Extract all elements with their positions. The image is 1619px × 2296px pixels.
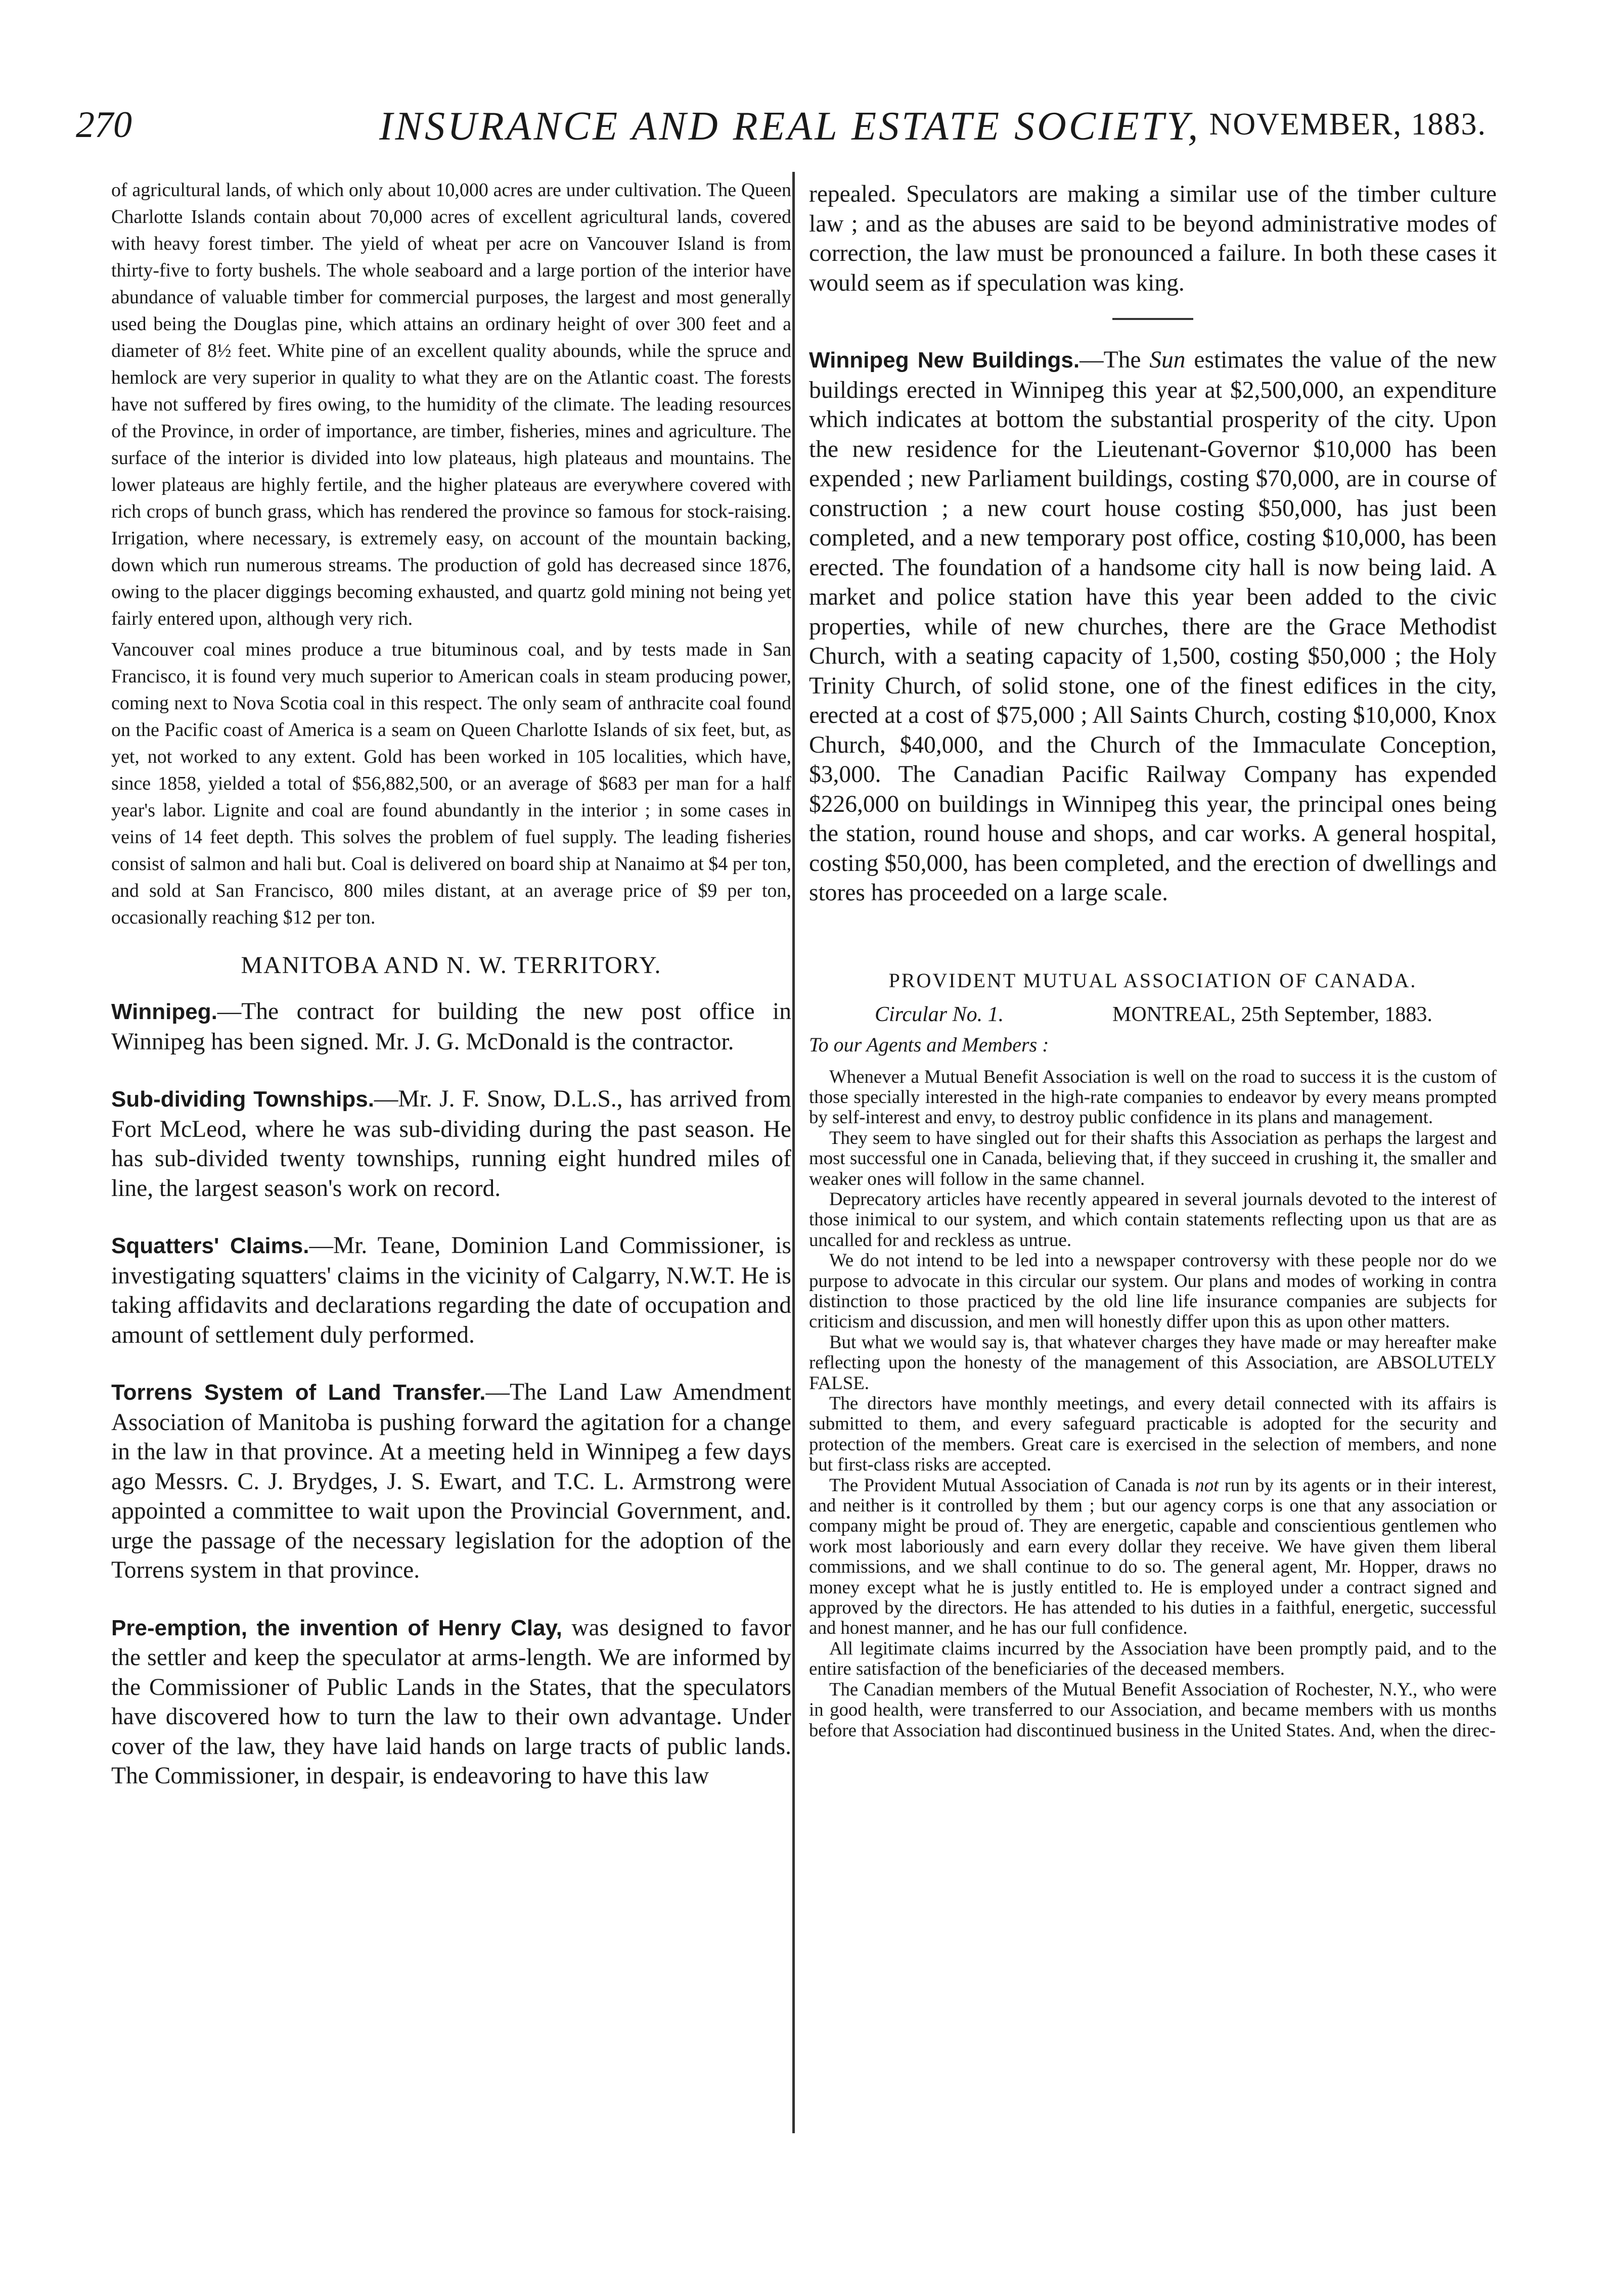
- left-column: [111, 177, 791, 1819]
- item-text: —The contract for building the new post office in Winnipeg has been signed. Mr. J. G. McDonald is the contractor.: [111, 998, 791, 1055]
- paragraph-text: run by its agents or in their interest, and neither is it controlled by them ; but our agency corps is one that any association or company might be proud of. They are energetic, capable and conscientious gentlemen who work most laboriously and earn every dollar they receive. We have given them liberal commissions, and we shall continue to do so. The general agent, Mr. Hopper, draws no money except what he is justly entitled to. He is employed under a contract signed and approved by the directors. He has attended to his duties in a faithful, energetic, successful and honest manner, and he has our full confidence.: [809, 1474, 1497, 1638]
- circular-paragraph: The directors have monthly meetings, and every detail connected with its affairs is submitted to them, and every safeguard practicable is adopted for the security and protection of the members. Great care is exercised in the selection of members, and none but first-class risks are accepted.: [809, 1393, 1497, 1475]
- item-text: —The Land Law Amendment Association of Manitoba is pushing forward the agitation for a change in the law in that province. At a meeting held in Winnipeg a few days ago Messrs. C. J. Brydges, J. S. Ewart, and T.C. L. Armstrong were appointed a committee to wait upon the Provincial Government, and. urge the passage of the necessary legislation for the adoption of the Torrens system in that province.: [111, 1379, 791, 1583]
- news-item: [111, 1084, 791, 1203]
- item-lead: Sub-dividing Townships.: [111, 1087, 374, 1112]
- emphasis-text: ABSOLUTELY FALSE.: [809, 1352, 1497, 1393]
- circular-paragraph: They seem to have singled out for their shafts this Association as perhaps the largest and most successful one in Canada, believing that, if they succeed in crushing it, the smaller and weaker ones will follow in the same channel.: [809, 1127, 1497, 1189]
- section-separator: [1112, 318, 1193, 320]
- emphasis-text: not: [1195, 1474, 1219, 1495]
- news-items: [111, 997, 791, 1791]
- column-divider: [792, 172, 795, 2133]
- association-heading: PROVIDENT MUTUAL ASSOCIATION OF CANADA.: [888, 969, 1417, 992]
- right-column: [809, 179, 1497, 1740]
- paragraph-text: The Provident Mutual Association of Canada is: [829, 1474, 1195, 1495]
- continued-article: [809, 179, 1497, 298]
- news-item: [111, 1613, 791, 1791]
- item-lead: Torrens System of Land Transfer.: [111, 1380, 486, 1405]
- circular-paragraph: The Canadian members of the Mutual Benefit Association of Rochester, N.Y., who were in good health, were transferred to our Association, and became members with us months before that Association had discontinued business in the United States. And, when the direc-: [809, 1678, 1497, 1740]
- winnipeg-buildings-article: [809, 345, 1497, 908]
- article-paragraph: repealed. Speculators are making a similar use of the timber culture law ; and as the abuses are said to be beyond administrative modes of correction, the law must be pronounced a failure. In both these cases it would seem as if speculation was king.: [809, 181, 1497, 296]
- circular-number: Circular No. 1.: [875, 1002, 1004, 1026]
- journal-title: INSURANCE AND REAL ESTATE SOCIETY,: [379, 104, 1201, 149]
- news-item: [111, 1231, 791, 1350]
- item-text: —Mr. J. F. Snow, D.L.S., has arrived from Fort McLeod, where he was sub-dividing during the past season. He has sub-divided twenty townships, running eight hundred miles of line, the largest season's work on record.: [111, 1086, 791, 1202]
- circular-date: MONTREAL, 25th September, 1883.: [1112, 1002, 1432, 1026]
- item-lead: Pre-emption, the invention of Henry Clay,: [111, 1615, 562, 1640]
- item-text: —Mr. Teane, Dominion Land Commissioner, is investigating squatters' claims in the vicinity of Calgarry, N.W.T. He is taking affidavits and declarations regarding the date of occupation and amount of settlement duly performed.: [111, 1232, 791, 1348]
- circular-paragraph: Deprecatory articles have recently appeared in several journals devoted to the interest of those inimical to our system, and which contain statements reflecting upon us that are as uncalled for and reckless as untrue.: [809, 1188, 1497, 1250]
- item-text: —The: [1080, 347, 1150, 373]
- circular-paragraph: Whenever a Mutual Benefit Association is well on the road to success it is the custom of those specially interested in the high-rate companies to endeavor by every means prompted by self-interest and envy, to destroy public confidence in its plans and management.: [809, 1066, 1497, 1128]
- section-heading: MANITOBA AND N. W. TERRITORY.: [241, 952, 662, 979]
- salutation: To our Agents and Members :: [809, 1033, 1049, 1056]
- circular-line: [809, 1002, 1497, 1033]
- item-lead: Squatters' Claims.: [111, 1233, 309, 1258]
- item-text: was designed to favor the settler and keep the speculator at arms-length. We are informed by the Commissioner of Public Lands in the States, that the speculators have discovered how to turn the law to their own advantage. Under cover of the law, they have laid hands on large tracts of public lands. The Commissioner, in despair, is endeavoring to have this law: [111, 1614, 791, 1789]
- circular-body: [809, 1067, 1497, 1740]
- newspaper-name: Sun: [1149, 347, 1186, 373]
- item-text: estimates the value of the new buildings erected in Winnipeg this year at $2,500,000, an expenditure which indicates at bottom the substantial prosperity of the city. Upon the new residence for the Lieutenant-Governor $10,000 has been expended ; new Parliament buildings, costing $70,000, are in course of construction ; a new court house costing $50,000, has just been completed, and a new temporary post office, costing $10,000, has been erected. The foundation of a handsome city hall is now being laid. A market and police station have this year been added to the civic properties, while of new churches, there are the Grace Methodist Church, with a seating capacity of 1,500, costing $50,000 ; the Holy Trinity Church, of solid stone, one of the finest edifices in the city, erected at a cost of $75,000 ; All Saints Church, costing $10,000, Knox Church, $40,000, and the Church of the Immaculate Conception, $3,000. The Canadian Pacific Railway Company has expended $226,000 on buildings in Winnipeg this year, the principal ones being the station, round house and shops, and car works. A general hospital, costing $50,000, has been completed, and the erection of dwellings and stores has proceeded on a large scale.: [809, 347, 1497, 906]
- item-lead: Winnipeg.: [111, 999, 217, 1024]
- news-item: [809, 345, 1497, 908]
- item-lead: Winnipeg New Buildings.: [809, 348, 1080, 373]
- circular-paragraph: We do not intend to be led into a newspaper controversy with these people nor do we purpose to advocate in this circular our system. Our plans and modes of working in contra distinction to those practiced by the old line life insurance companies are subjects for criticism and discussion, and men will honestly differ upon this as upon other matters.: [809, 1250, 1497, 1332]
- issue-date: NOVEMBER, 1883.: [1209, 107, 1487, 142]
- article-paragraph: of agricultural lands, of which only about 10,000 acres are under cultivation. The Queen Charlotte Islands contain about 70,000 acres of excellent agricultural lands, covered with heavy forest timber. The yield of wheat per acre on Vancouver Island is from thirty-five to forty bushels. The whole seaboard and a large portion of the interior have abundance of valuable timber for commercial purposes, the largest and most generally used being the Douglas pine, which attains an ordinary height of over 300 feet and a diameter of 8½ feet. White pine of an excellent quality abounds, while the spruce and hemlock are very superior in quality to what they are on the Atlantic coast. The forests have not suffered by fires owing, to the humidity of the climate. The leading resources of the Province, in order of importance, are timber, fisheries, mines and agriculture. The surface of the interior is divided into low plateaus, high plateaus and mountains. The lower plateaus are highly fertile, and the higher plateaus are everywhere covered with rich crops of bunch grass, which has rendered the province so famous for stock-raising. Irrigation, where necessary, is extremely easy, on account of the mountain backing, down which run numerous streams. The production of gold has decreased since 1876, owing to the placer diggings becoming exhausted, and quartz gold mining not being yet fairly entered upon, although very rich.: [111, 179, 791, 629]
- circular-paragraph: [809, 1332, 1497, 1393]
- article-paragraph: Vancouver coal mines produce a true bituminous coal, and by tests made in San Francisco, it is found very much superior to American coals in steam producing power, coming next to Nova Scotia coal in this respect. The only seam of anthracite coal found on the Pacific coast of America is a seam on Queen Charlotte Islands of six feet, but, as yet, not worked to any extent. Gold has been worked in 105 localities, which have, since 1858, yielded a total of $56,882,500, or an average of $683 per man for a half year's labor. Lignite and coal are found abundantly in the interior ; in some cases in veins of 14 feet depth. This solves the problem of fuel supply. The leading fisheries consist of salmon and hali but. Coal is delivered on board ship at Nanaimo at $4 per ton, and sold at San Francisco, 800 miles distant, at an average price of $9 per ton, occasionally reaching $12 per ton.: [111, 639, 791, 928]
- british-columbia-article: [111, 177, 791, 931]
- news-item: [111, 997, 791, 1057]
- news-item: [111, 1377, 791, 1585]
- page-number: 270: [76, 104, 132, 146]
- page-header: [76, 104, 1487, 159]
- paragraph-text: But what we would say is, that whatever charges they have made or may hereafter make reflecting upon the honesty of the management of this Association, are: [809, 1331, 1497, 1373]
- circular-paragraph: All legitimate claims incurred by the Association have been promptly paid, and to the entire satisfaction of the beneficiaries of the deceased members.: [809, 1637, 1497, 1679]
- circular-paragraph: [809, 1475, 1497, 1638]
